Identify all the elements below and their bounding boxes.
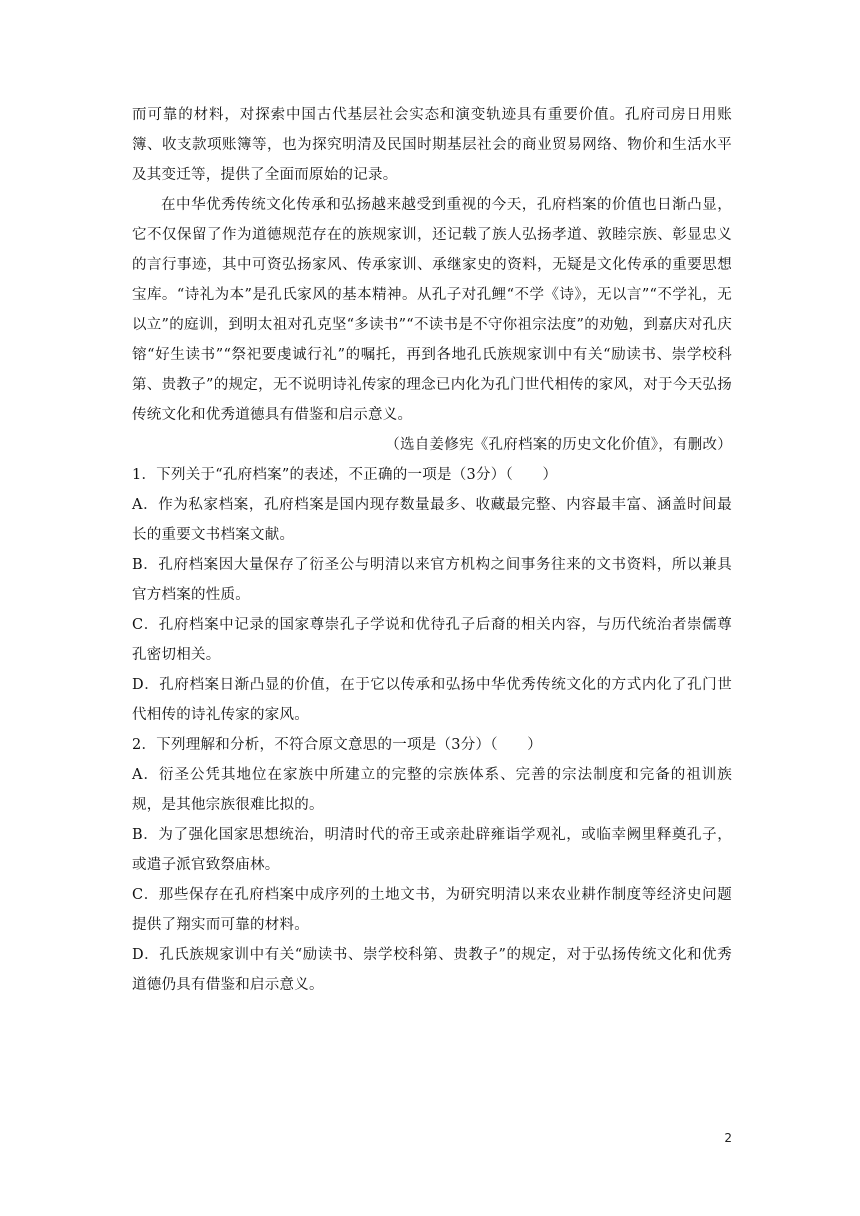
option-c: C．孔府档案中记录的国家尊崇孔子学说和优待孔子后裔的相关内容，与历代统治者崇儒尊孔密切相关。: [132, 617, 732, 663]
option-b: B．孔府档案因大量保存了衍圣公与明清以来官方机构之间事务往来的文书资料，所以兼具官方档案的性质。: [132, 557, 732, 603]
option-d: D．孔氏族规家训中有关“励读书、崇学校科第、贵教子”的规定，对于弘扬传统文化和优秀道德仍具有借鉴和启示意义。: [132, 947, 732, 993]
question-stem: 1．下列关于“孔府档案”的表述，不正确的一项是（3分）（ ）: [132, 467, 558, 483]
option-b: B．为了强化国家思想统治，明清时代的帝王或亲赴辟雍诣学观礼，或临幸阙里释奠孔子，或遣子派官致祭庙林。: [132, 827, 732, 873]
passage-paragraph-2: 在中华优秀传统文化传承和弘扬越来越受到重视的今天，孔府档案的价值也日渐凸显，它不仅保留了作为道德规范存在的族规家训，还记载了族人弘扬孝道、敦睦宗族、彰显忠义的言行事迹，其中可资弘扬家风、传承家训、承继家史的资料，无疑是文化传承的重要思想宝库。“诗礼为本”是孔氏家风的基本精神。从孔子对孔鲤“不学《诗》，无以言”“不学礼，无以立”的庭训，到明太祖对孔克坚“多读书”“不读书是不守你祖宗法度”的劝勉，到嘉庆对孔庆镕“好生读书”“祭祀要虔诚行礼”的嘱托，再到各地孔氏族规家训中有关“励读书、崇学校科第、贵教子”的规定，无不说明诗礼传家的理念已内化为孔门世代相传的家风，对于今天弘扬传统文化和优秀道德具有借鉴和启示意义。: [132, 197, 732, 423]
option-c: C．那些保存在孔府档案中成序列的土地文书，为研究明清以来农业耕作制度等经济史问题提供了翔实而可靠的材料。: [132, 887, 732, 933]
question-stem: 2．下列理解和分析，不符合原文意思的一项是（3分）（ ）: [132, 737, 542, 753]
option-a: A．作为私家档案，孔府档案是国内现存数量最多、收藏最完整、内容最丰富、涵盖时间最长的重要文书档案文献。: [132, 497, 732, 543]
option-d: D．孔府档案日渐凸显的价值，在于它以传承和弘扬中华优秀传统文化的方式内化了孔门世代相传的诗礼传家的家风。: [132, 677, 732, 723]
passage-source: （选自姜修宪《孔府档案的历史文化价值》，有删改）: [385, 437, 732, 453]
page-number: 2: [724, 1131, 732, 1145]
option-a: A．衍圣公凭其地位在家族中所建立的完整的宗族体系、完善的宗法制度和完备的祖训族规，是其他宗族很难比拟的。: [132, 767, 732, 813]
question-1: [132, 460, 732, 730]
question-2: [132, 730, 732, 1000]
document-body: [132, 100, 732, 1000]
passage-paragraph-1: 而可靠的材料，对探索中国古代基层社会实态和演变轨迹具有重要价值。孔府司房日用账簿、收支款项账簿等，也为探究明清及民国时期基层社会的商业贸易网络、物价和生活水平及其变迁等，提供了全面而原始的记录。: [132, 107, 732, 183]
